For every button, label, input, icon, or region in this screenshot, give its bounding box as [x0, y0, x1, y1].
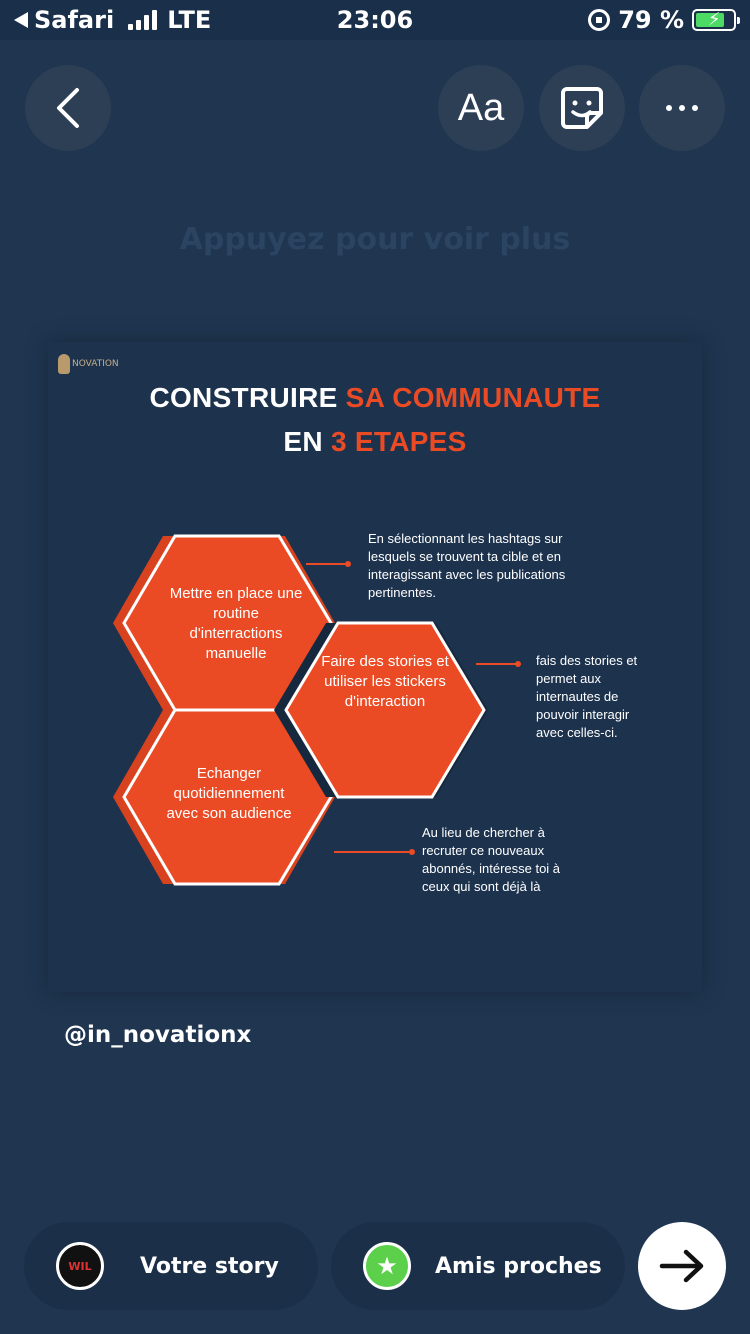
step-1-note: En sélectionnant les hashtags sur lesquels se trouvent ta cible et en interagissant avec les publications pertinentes.	[368, 531, 566, 600]
account-handle[interactable]: @in_novationx	[64, 1022, 252, 1048]
your-story-button[interactable]	[24, 1222, 318, 1310]
more-options-button[interactable]	[639, 65, 725, 151]
shared-post-card[interactable]	[48, 342, 702, 992]
post-title-part-2: SA COMMUNAUTE	[345, 382, 601, 413]
sticker-button[interactable]	[539, 65, 625, 151]
network-label: LTE	[167, 6, 212, 34]
sticker-icon	[559, 85, 605, 131]
ellipsis-icon	[666, 105, 698, 111]
close-friends-button[interactable]	[331, 1222, 625, 1310]
avatar	[56, 1242, 104, 1290]
text-tool-label: Aa	[457, 86, 505, 129]
clock: 23:06	[336, 6, 414, 34]
rotation-lock-icon	[588, 9, 610, 31]
step-3-note: Au lieu de chercher à recruter ce nouveaux abonnés, intéresse toi à ceux qui sont déjà là	[422, 825, 561, 894]
back-button[interactable]	[25, 65, 111, 151]
back-app-label[interactable]: Safari	[34, 6, 115, 34]
battery-percent: 79 %	[618, 6, 684, 34]
tap-to-see-more-hint: Appuyez pour voir plus	[179, 222, 571, 257]
step-2-label: Faire des stories et utiliser les stickers d'interaction	[321, 653, 449, 710]
status-right	[588, 6, 736, 34]
battery-icon	[692, 9, 736, 31]
chevron-left-icon	[53, 86, 83, 130]
step-3-label: Echanger quotidiennement avec son audience	[166, 765, 292, 822]
charging-bolt-icon: ⚡	[708, 9, 721, 30]
star-icon: ★	[363, 1242, 411, 1290]
status-bar	[0, 0, 750, 40]
close-friends-label: Amis proches	[435, 1253, 602, 1279]
arrow-right-icon	[658, 1248, 706, 1284]
post-title-part-1: CONSTRUIRE	[149, 382, 338, 413]
post-title-part-3: EN	[283, 426, 323, 457]
avatar-text: WIL	[68, 1259, 92, 1273]
step-1-label: Mettre en place une routine d'interractions manuelle	[169, 585, 303, 662]
brand-logo-text: NOVATION	[72, 359, 119, 369]
step-2-note: fais des stories et permet aux internautes de pouvoir interagir avec celles-ci.	[536, 653, 638, 740]
text-tool-button[interactable]	[438, 65, 524, 151]
your-story-label: Votre story	[140, 1253, 279, 1279]
post-title-part-4: 3 ETAPES	[330, 426, 467, 457]
send-next-button[interactable]	[638, 1222, 726, 1310]
